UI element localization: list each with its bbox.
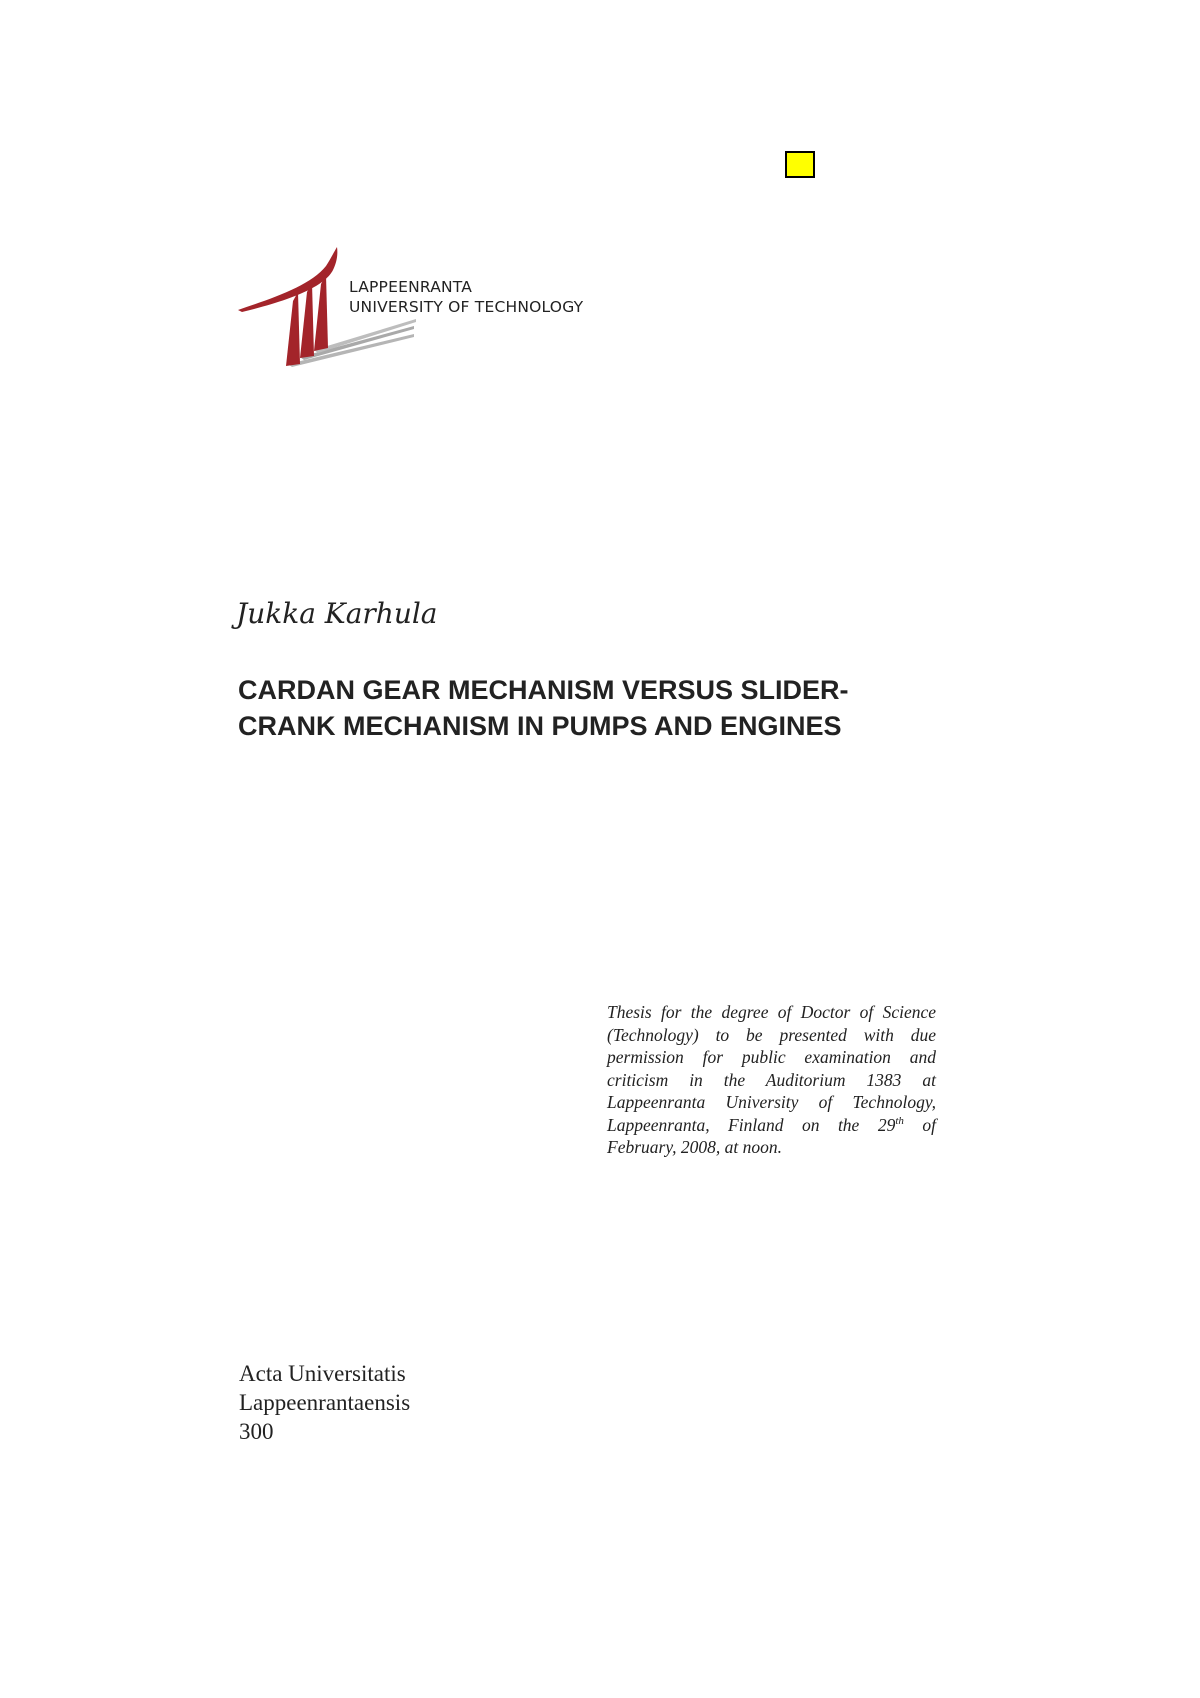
thesis-line-4: criticism in the Auditorium 1383 at <box>607 1069 936 1090</box>
thesis-statement <box>607 1001 936 1159</box>
thesis-line-3: permission for public examination and <box>607 1047 936 1067</box>
series-info <box>239 1359 410 1446</box>
title-line-1: CARDAN GEAR MECHANISM VERSUS SLIDER- <box>238 675 849 705</box>
series-number: 300 <box>239 1419 274 1444</box>
university-logo <box>238 246 628 368</box>
thesis-line-5: Lappeenranta University of Technology, <box>607 1092 936 1112</box>
thesis-line-2: (Technology) to be presented with due <box>607 1024 936 1045</box>
title-line-2: CRANK MECHANISM IN PUMPS AND ENGINES <box>238 711 842 741</box>
author-name: Jukka Karhula <box>236 597 438 630</box>
series-line-2: Lappeenrantaensis <box>239 1390 411 1415</box>
thesis-line-1: Thesis for the degree of Doctor of Science <box>607 1002 936 1022</box>
logo-line-2: UNIVERSITY OF TECHNOLOGY <box>349 298 584 316</box>
yellow-annotation-marker[interactable] <box>785 151 815 178</box>
thesis-line-6-text: Lappeenranta, Finland on the 29 <box>607 1114 896 1135</box>
logo-text <box>349 277 583 317</box>
thesis-line-6-end: of <box>903 1114 936 1135</box>
ordinal-suffix: th <box>895 1114 904 1127</box>
thesis-title <box>238 672 968 744</box>
thesis-line-7: February, 2008, at noon. <box>607 1137 782 1157</box>
thesis-line-6 <box>607 1114 936 1137</box>
logo-line-1: LAPPEENRANTA <box>349 278 473 296</box>
series-line-1: Acta Universitatis <box>239 1361 406 1386</box>
